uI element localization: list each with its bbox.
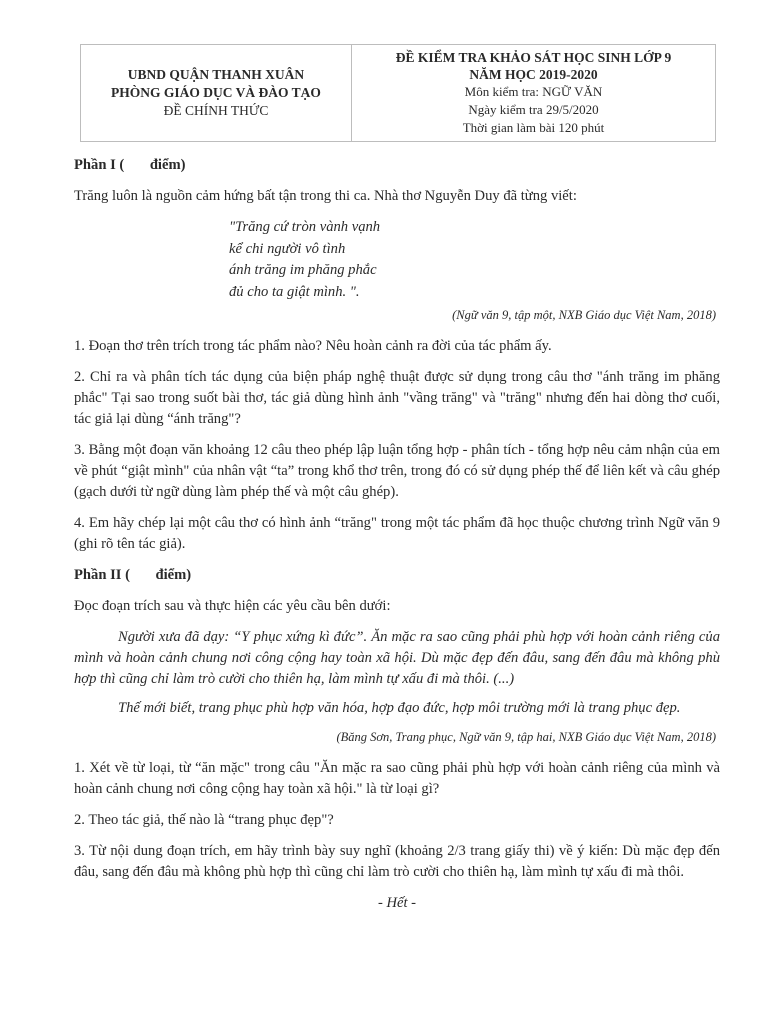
part1-question-4: 4. Em hãy chép lại một câu thơ có hình ảnh “trăng" trong một tác phẩm đã học thuộc chương trình Ngữ văn 9 (ghi rõ tên tác giả).: [74, 515, 720, 552]
header-right-cell: [352, 45, 715, 141]
end-mark: - Hết -: [377, 895, 417, 911]
poem-source: (Ngữ văn 9, tập một, NXB Giáo dục Việt Nam, 2018): [452, 308, 716, 322]
prose-excerpt-2: Thế mới biết, trang phục phù hợp văn hóa, hợp đạo đức, hợp môi trường mới là trang phục đẹp.: [118, 700, 681, 716]
official-label: ĐỀ CHÍNH THỨC: [163, 103, 269, 118]
part2-question-2: 2. Theo tác giả, thế nào là “trang phục đẹp"?: [74, 812, 334, 828]
poem-excerpt: [229, 217, 720, 303]
district-name: UBND QUẬN THANH XUÂN: [127, 67, 305, 82]
part1-question-3: 3. Bằng một đoạn văn khoảng 12 câu theo phép lập luận tổng hợp - phân tích - tổng hợp nêu cảm nhận của em về phút “giật mình" của nhân vật “ta” trong khổ thơ trên, trong đó có sử dụng phép thế để liên kết và câu ghép (gạch dưới từ ngữ dùng làm phép thế và một câu ghép).: [74, 442, 720, 500]
header-left-cell: [81, 45, 352, 141]
exam-subject: Môn kiểm tra: NGỮ VĂN: [464, 84, 603, 99]
school-year: NĂM HỌC 2019-2020: [469, 67, 598, 82]
exam-title: ĐỀ KIỂM TRA KHẢO SÁT HỌC SINH LỚP 9: [395, 50, 672, 65]
exam-header-table: [80, 44, 716, 142]
part2-question-3: 3. Từ nội dung đoạn trích, em hãy trình bày suy nghĩ (khoảng 2/3 trang giấy thi) về ý kiến: Dù mặc đẹp đến đâu, sang đến đâu mà không phù hợp thì cũng chỉ làm trò cười cho thiên hạ, làm mình tự xấu đi mà thôi.: [74, 843, 720, 880]
part1-intro: Trăng luôn là nguồn cảm hứng bất tận trong thi ca. Nhà thơ Nguyễn Duy đã từng viết:: [74, 188, 577, 204]
poem-line: ánh trăng im phăng phắc: [229, 262, 377, 278]
poem-line: kể chi người vô tình: [229, 240, 346, 257]
prose-source: (Băng Sơn, Trang phục, Ngữ văn 9, tập hai, NXB Giáo dục Việt Nam, 2018): [336, 730, 716, 744]
exam-duration: Thời gian làm bài 120 phút: [462, 120, 605, 135]
part2-question-1: 1. Xét về từ loại, từ “ăn mặc" trong câu "Ăn mặc ra sao cũng phải phù hợp với hoàn cảnh riêng của mình và hoàn cảnh chung nơi công cộng hay toàn xã hội." là từ loại gì?: [74, 760, 720, 797]
poem-line: đủ cho ta giật mình. ".: [229, 283, 360, 300]
poem-line: "Trăng cứ tròn vành vạnh: [229, 219, 381, 235]
part1-question-2: 2. Chỉ ra và phân tích tác dụng của biện pháp nghệ thuật được sử dụng trong câu thơ "ánh trăng im phăng phắc" Tại sao trong suốt bài thơ, tác giả dùng hình ảnh "vầng trăng" và "trăng" nhưng đến hai dòng thơ cuối, tác giả lại dùng “ánh trăng"?: [74, 369, 720, 427]
part1-question-1: 1. Đoạn thơ trên trích trong tác phẩm nào? Nêu hoàn cảnh ra đời của tác phẩm ấy.: [74, 338, 552, 354]
exam-date: Ngày kiểm tra 29/5/2020: [468, 102, 599, 117]
prose-excerpt-1: Người xưa đã dạy: “Y phục xứng kì đức”. Ăn mặc ra sao cũng phải phù hợp với hoàn cảnh riêng của mình và hoàn cảnh chung nơi công cộng hay toàn xã hội. Dù mặc đẹp đến đâu, sang đến đâu mà không phù hợp thì cũng chỉ làm trò cười cho thiên hạ, làm mình tự xấu đi mà thôi. (...): [74, 629, 720, 687]
department-name: PHÒNG GIÁO DỤC VÀ ĐÀO TẠO: [111, 85, 321, 100]
exam-body: [74, 155, 720, 914]
part1-title: Phần I ( điểm): [74, 157, 186, 173]
part2-intro: Đọc đoạn trích sau và thực hiện các yêu cầu bên dưới:: [74, 598, 391, 614]
part2-title: Phần II ( điểm): [74, 567, 192, 583]
